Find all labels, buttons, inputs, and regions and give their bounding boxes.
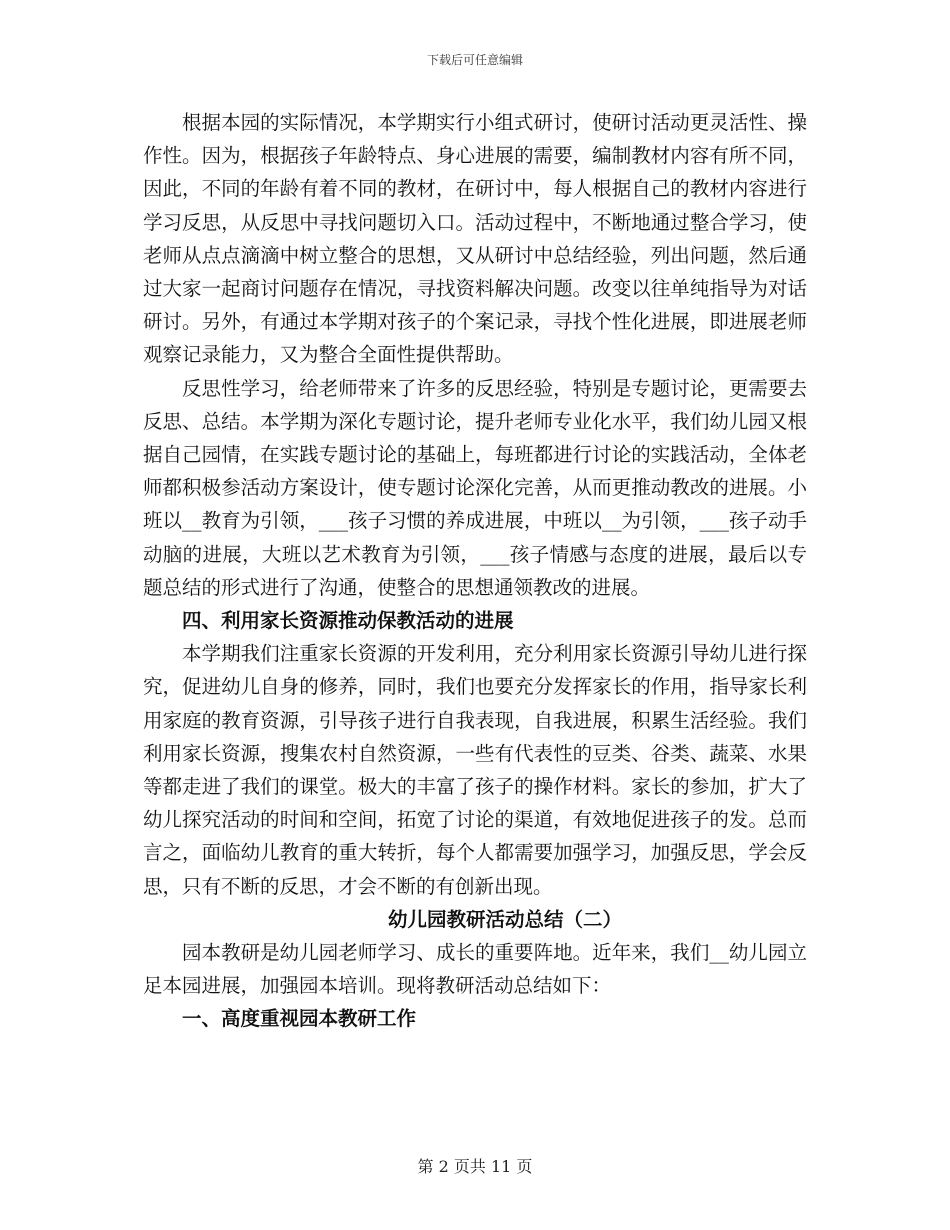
page-number: 第 2 页共 11 页 [417,1157,533,1176]
paragraph-small-group-research: 根据本园的实际情况，本学期实行小组式研讨，使研讨活动更灵活性、操作性。因为，根据孩子年龄特点、身心进展的需要，编制教材内容有所不同，因此，不同的年龄有着不同的教材，在研讨中，每人根据自己的教材内容进行学习反思，从反思中寻找问题切入口。活动过程中，不断地通过整合学习，使老师从点点滴滴中树立整合的思想，又从研讨中总结经验，列出问题，然后通过大家一起商讨问题存在情况，寻找资料解决问题。改变以往单纯指导为对话研讨。另外，有通过本学期对孩子的个案记录，寻找个性化进展，即进展老师观察记录能力，又为整合全面性提供帮助。 [143,111,807,367]
document-body [143,106,807,1036]
section-heading-value-research: 一、高度重视园本教研工作 [182,1007,417,1031]
paragraph-reflective-learning: 反思性学习，给老师带来了许多的反思经验，特别是专题讨论，更需要去反思、总结。本学期为深化专题讨论，提升老师专业化水平，我们幼儿园又根据自己园情，在实践专题讨论的基础上，每班都进行讨论的实践活动，全体老师都积极参活动方案设计，使专题讨论深化完善，从而更推动教改的进展。小班以__教育为引领，___孩子习惯的养成进展，中班以__为引领，___孩子动手动脑的进展，大班以艺术教育为引领，___孩子情感与态度的进展，最后以专题总结的形式进行了沟通，使整合的思想通领教改的进展。 [143,376,807,599]
paragraph-intro-part-two: 园本教研是幼儿园老师学习、成长的重要阵地。近年来，我们__幼儿园立足本园进展，加强园本培训。现将教研活动总结如下： [143,941,807,998]
document-title-part-two: 幼儿园教研活动总结（二） [387,907,622,931]
section-heading-parent-resources: 四、利用家长资源推动保教活动的进展 [182,609,514,633]
paragraph-parent-resources: 本学期我们注重家长资源的开发利用，充分利用家长资源引导幼儿进行探究，促进幼儿自身的修养，同时，我们也要充分发挥家长的作用，指导家长利用家庭的教育资源，引导孩子进行自我表现，自我进展，积累生活经验。我们利用家长资源，搜集农村自然资源，一些有代表性的豆类、谷类、蔬菜、水果等都走进了我们的课堂。极大的丰富了孩子的操作材料。家长的参加，扩大了幼儿探究活动的时间和空间，拓宽了讨论的渠道，有效地促进孩子的发。总而言之，面临幼儿教育的重大转折，每个人都需要加强学习，加强反思，学会反思，只有不断的反思，才会不断的有创新出现。 [143,642,807,898]
page-header: 下载后可任意编辑 [426,53,523,67]
